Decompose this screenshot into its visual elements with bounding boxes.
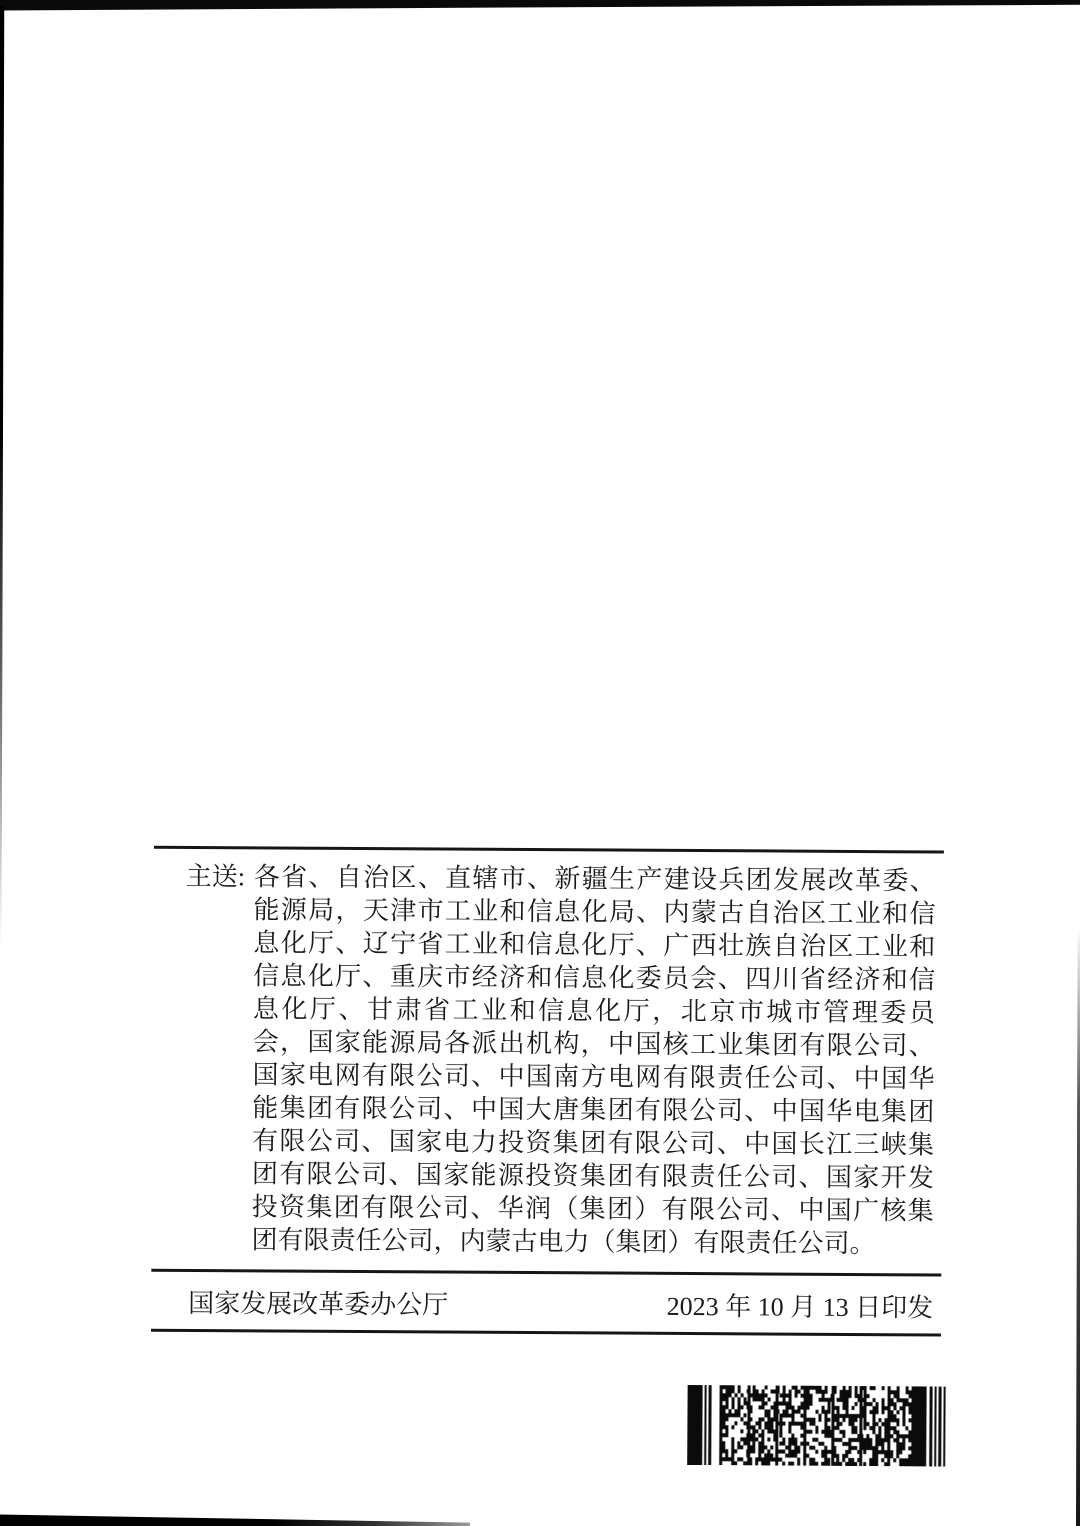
divider-line-top	[154, 846, 944, 854]
recipient-line: 能源局，天津市工业和信息化局、内蒙古自治区工业和信	[253, 895, 936, 929]
recipient-line: 投资集团有限公司、华润（集团）有限公司、中国广核集	[251, 1192, 934, 1226]
recipient-line: 团有限责任公司，内蒙古电力（集团）有限责任公司。	[251, 1225, 876, 1259]
recipients-block	[183, 860, 937, 1261]
recipient-line: 信息化厅、重庆市经济和信息化委员会、四川省经济和信	[253, 961, 936, 995]
colophon-row	[188, 1287, 933, 1326]
pdf417-barcode	[687, 1385, 947, 1467]
recipient-line: 能集团有限公司、中国大唐集团有限公司、中国华电集团	[252, 1093, 935, 1127]
recipient-line: 有限公司、国家电力投资集团有限公司、中国长江三峡集	[252, 1126, 935, 1160]
recipient-line: 息化厅、甘肃省工业和信息化厅，北京市城市管理委员	[252, 994, 936, 1028]
print-date: 2023 年 10 月 13 日印发	[666, 1291, 934, 1323]
issuing-office: 国家发展改革委办公厅	[188, 1288, 449, 1320]
recipients-text	[251, 860, 935, 1260]
divider-line-middle	[151, 1269, 941, 1277]
recipient-line: 会，国家能源局各派出机构，中国核工业集团有限公司、	[252, 1027, 935, 1061]
divider-line-bottom	[151, 1329, 941, 1337]
recipient-line: 息化厅、辽宁省工业和信息化厅、广西壮族自治区工业和	[253, 928, 936, 962]
recipients-label: 主送:	[185, 861, 246, 892]
recipient-line: 团有限公司、国家能源投资集团有限责任公司、国家开发	[251, 1159, 935, 1193]
recipient-line: 国家电网有限公司、中国南方电网有限责任公司、中国华	[252, 1060, 935, 1094]
recipient-line: 各省、自治区、直辖市、新疆生产建设兵团发展改革委、	[253, 862, 936, 896]
